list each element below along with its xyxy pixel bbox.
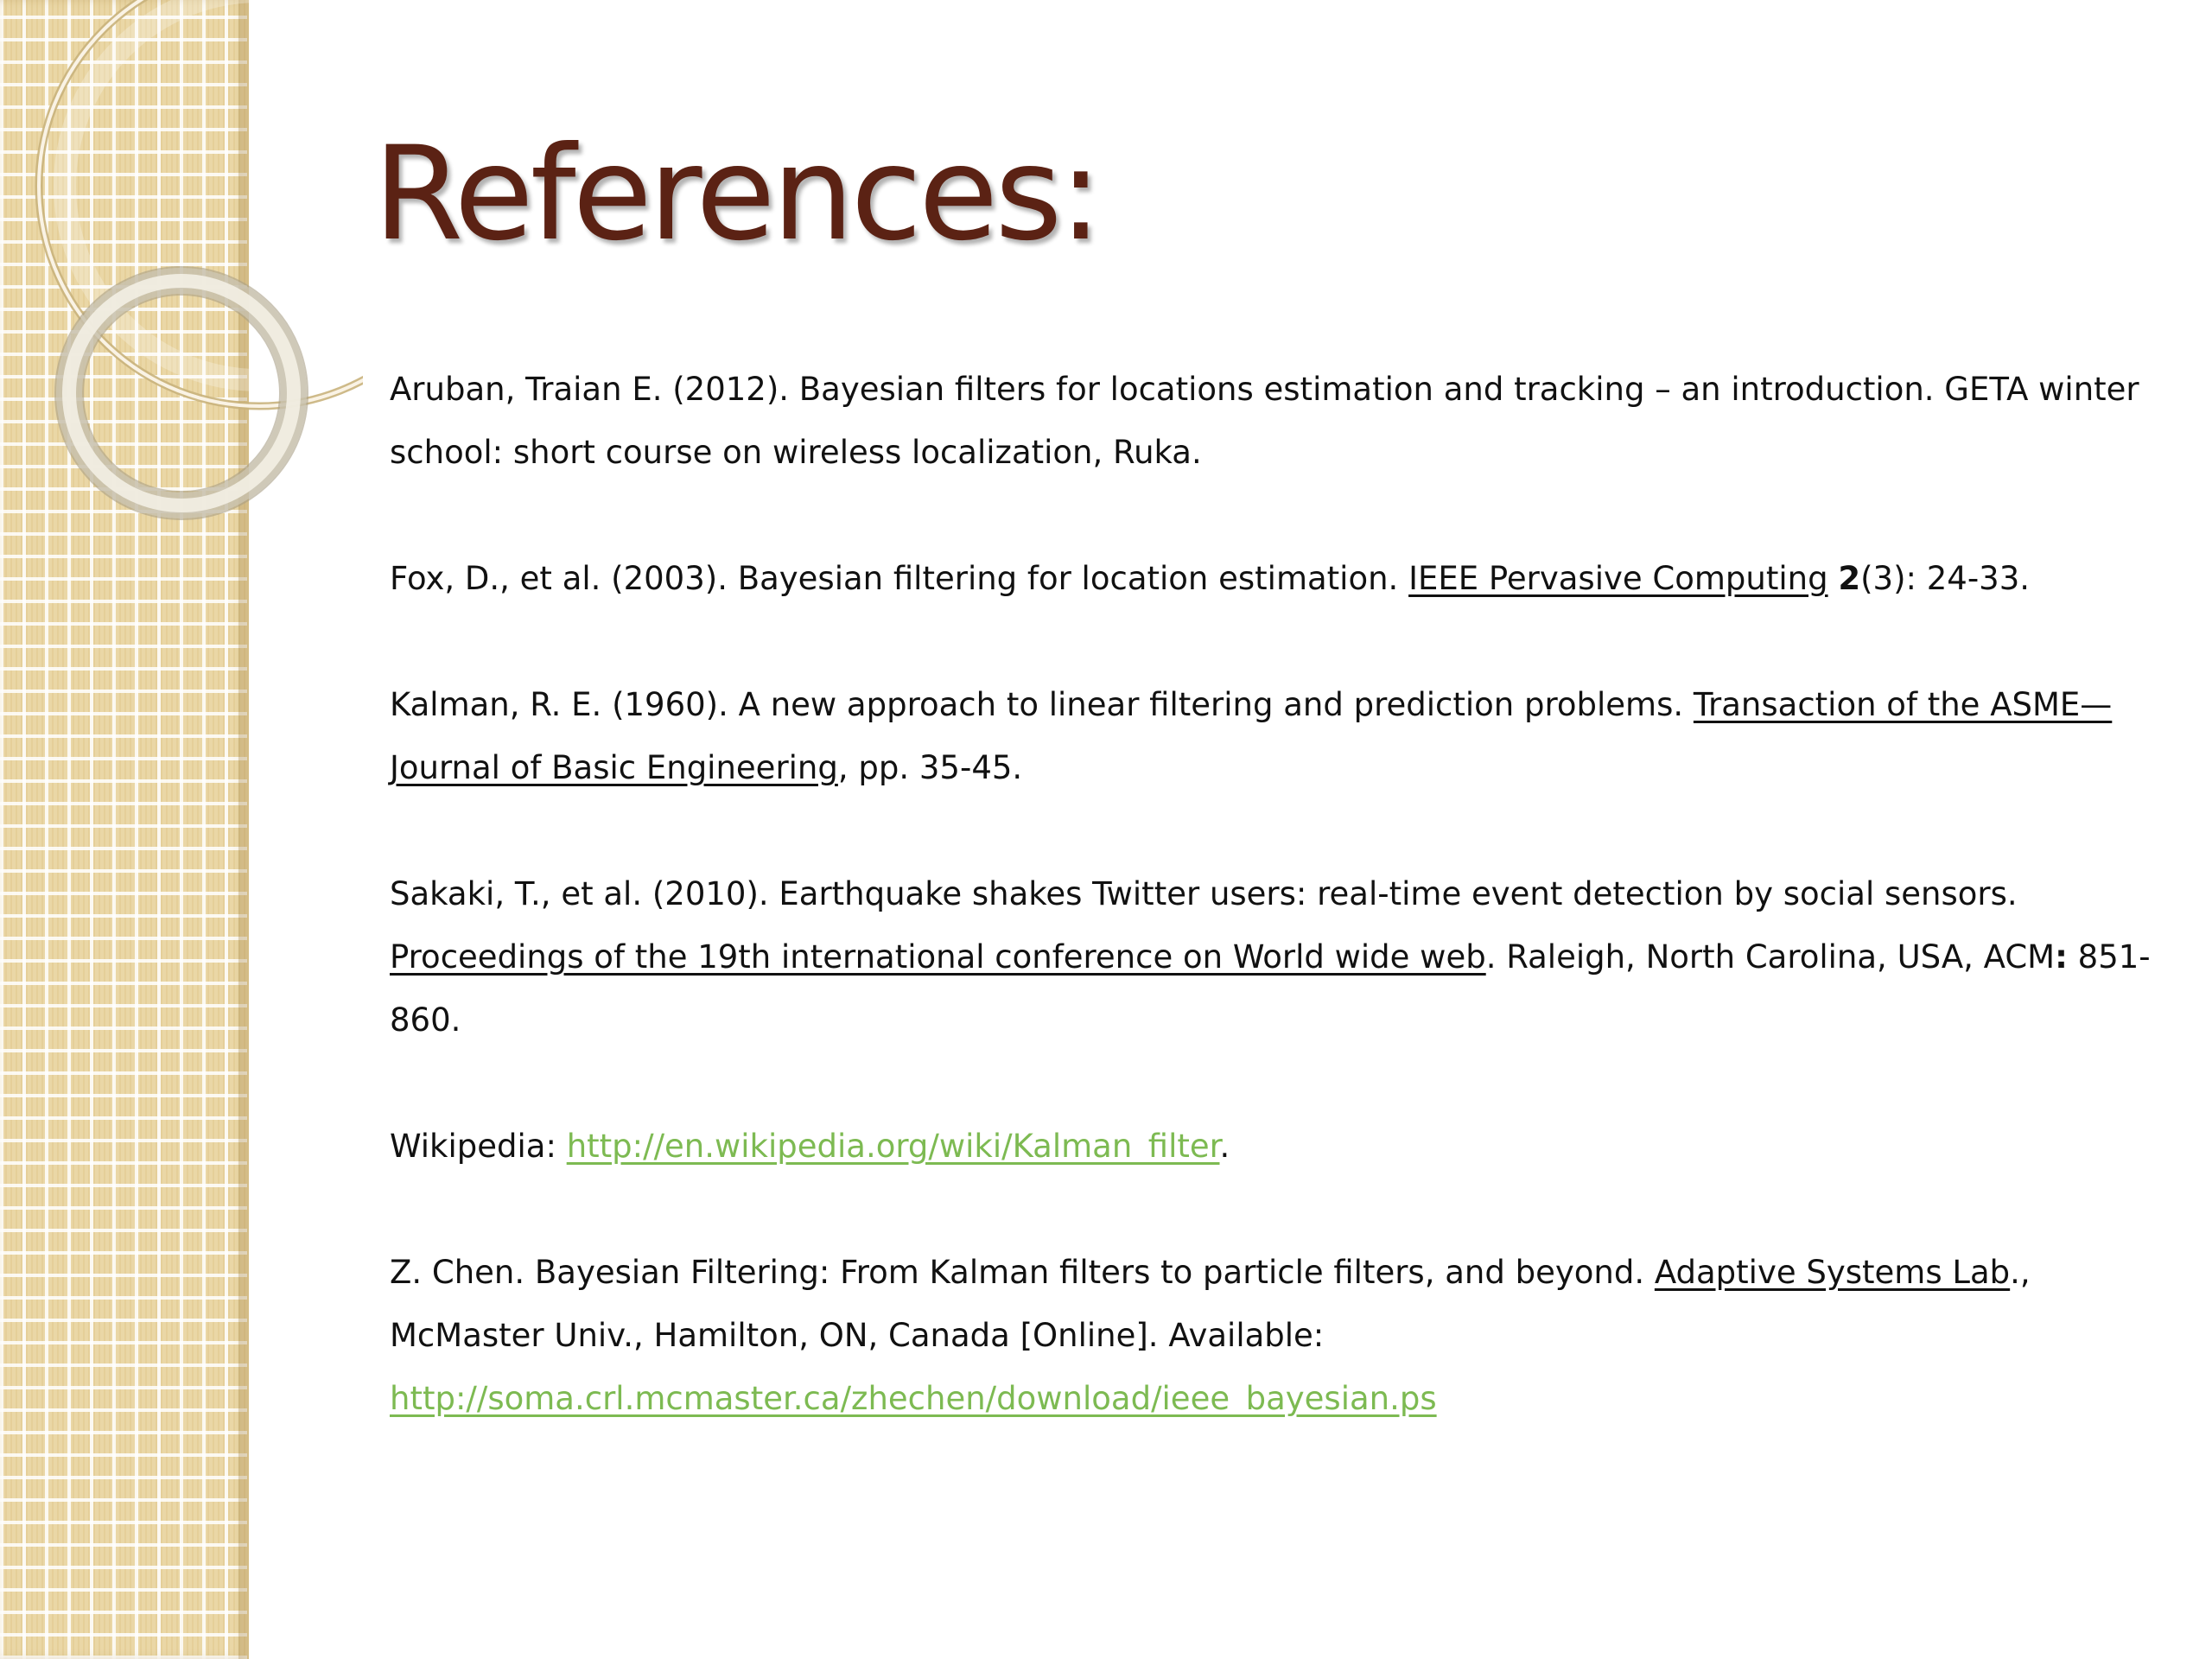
reference-separator — [1828, 560, 1839, 597]
reference-text: Fox, D., et al. (2003). Bayesian filtering for location estimation. — [390, 560, 1409, 597]
decorative-rings-graphic — [0, 0, 363, 605]
reference-journal: Proceedings of the 19th international conference on World wide web — [390, 938, 1486, 976]
reference-item — [390, 1115, 2152, 1178]
reference-tail: . Raleigh, North Carolina, USA, ACM — [1485, 938, 2056, 976]
mcmaster-download-link[interactable]: http://soma.crl.mcmaster.ca/zhechen/download/ieee_bayesian.ps — [390, 1380, 1437, 1417]
reference-item — [390, 358, 2152, 484]
reference-text: Z. Chen. Bayesian Filtering: From Kalman filters to particle filters, and beyond. — [390, 1254, 1655, 1291]
reference-item — [390, 862, 2152, 1052]
reference-journal: Adaptive Systems Lab — [1654, 1254, 2011, 1291]
reference-tail: ., McMaster Univ., Hamilton, ON, Canada [Online]. Available: — [390, 1254, 2031, 1354]
reference-tail: . — [1219, 1128, 1230, 1165]
reference-list — [390, 358, 2152, 1493]
reference-colon: : — [2055, 938, 2068, 976]
reference-volume: 2 — [1838, 560, 1861, 597]
slide-title: References: — [373, 119, 1100, 270]
reference-text: Kalman, R. E. (1960). A new approach to linear filtering and prediction problems. — [390, 686, 1694, 723]
reference-journal: Transaction of the ASME—Journal of Basic Engineering — [390, 686, 2113, 786]
reference-text: Aruban, Traian E. (2012). Bayesian filters for locations estimation and tracking – an introduction. GETA winter school: short course on wireless localization, Ruka. — [390, 371, 2139, 471]
reference-journal: IEEE Pervasive Computing — [1408, 560, 1828, 597]
wikipedia-link[interactable]: http://en.wikipedia.org/wiki/Kalman_filter — [566, 1128, 1220, 1165]
reference-item — [390, 1241, 2152, 1430]
reference-item — [390, 547, 2152, 610]
reference-pages: 851-860. — [390, 938, 2151, 1039]
reference-tail: , pp. 35-45. — [837, 749, 1023, 786]
reference-text: Wikipedia: — [390, 1128, 567, 1165]
reference-item — [390, 673, 2152, 799]
reference-text: Sakaki, T., et al. (2010). Earthquake shakes Twitter users: real-time event detection by social sensors. — [390, 875, 2018, 912]
reference-tail: (3): 24-33. — [1860, 560, 2031, 597]
